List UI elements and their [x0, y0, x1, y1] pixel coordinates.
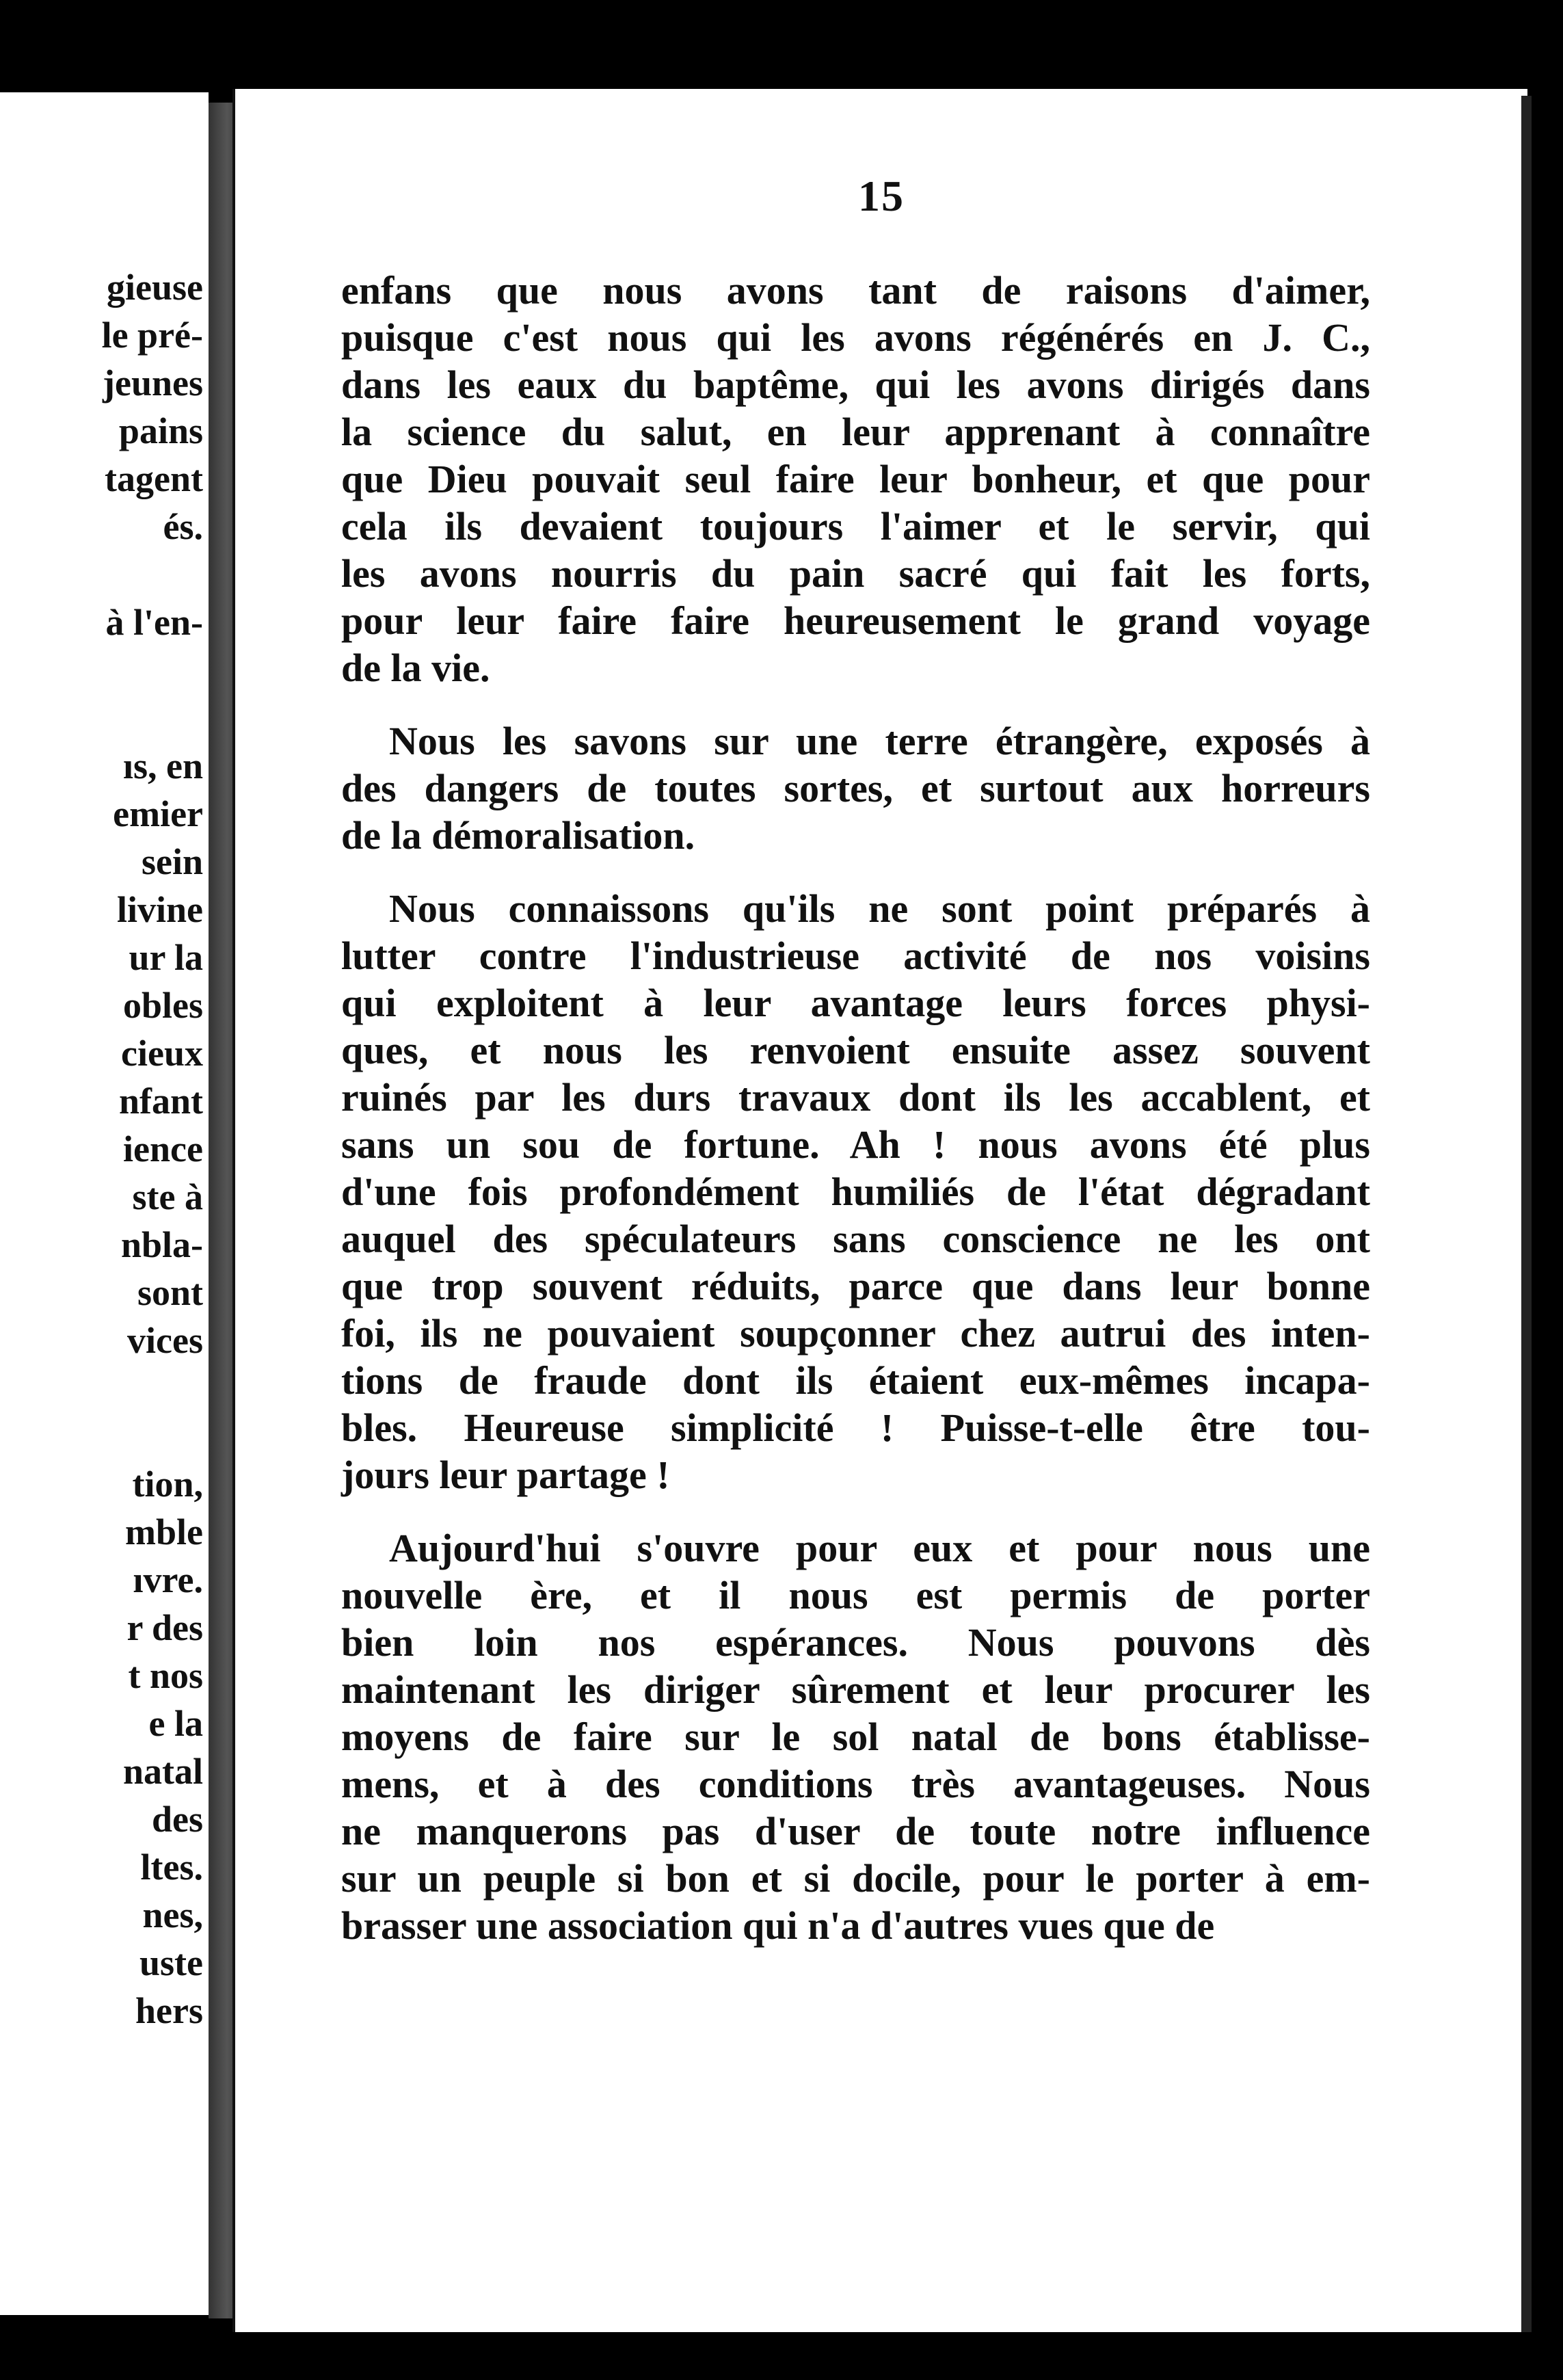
- body-text: [341, 267, 1370, 1975]
- text-line: nouvelle ère, et il nous est permis de porter: [341, 1573, 1370, 1617]
- text-line: que Dieu pouvait seul faire leur bonheur, et que pour: [341, 457, 1370, 501]
- text-line: tions de fraude dont ils étaient eux-mêmes incapa-: [341, 1358, 1370, 1403]
- text-line: lutter contre l'industrieuse activité de nos voisins: [341, 934, 1370, 978]
- paragraph: [341, 1524, 1370, 1949]
- text-line: ruinés par les durs travaux dont ils les accablent, et: [341, 1075, 1370, 1120]
- left-page-line: tion,: [132, 1464, 203, 1505]
- left-page-line: ltes.: [140, 1847, 203, 1888]
- paragraph: [341, 267, 1370, 691]
- text-line: sans un sou de fortune. Ah ! nous avons été plus: [341, 1122, 1370, 1167]
- left-page-line: mble: [125, 1511, 203, 1552]
- left-page-line: uste: [139, 1942, 203, 1983]
- left-page-fragment: [0, 92, 209, 2315]
- left-page-line: és.: [163, 506, 203, 547]
- left-page-line: hers: [135, 1990, 203, 2031]
- left-page-line: jeunes: [103, 362, 203, 404]
- left-page-line: gieuse: [107, 267, 203, 308]
- left-page-line: ıvre.: [133, 1559, 203, 1600]
- left-page-line: sont: [137, 1272, 203, 1313]
- text-line: Aujourd'hui s'ouvre pour eux et pour nous une: [389, 1526, 1370, 1570]
- left-page-line: ur la: [129, 937, 203, 978]
- text-line: des dangers de toutes sortes, et surtout aux horreurs: [341, 766, 1370, 810]
- text-line: les avons nourris du pain sacré qui fait les forts,: [341, 551, 1370, 596]
- text-line: ques, et nous les renvoient ensuite assez souvent: [341, 1028, 1370, 1072]
- text-line: bles. Heureuse simplicité ! Puisse-t-elle être tou-: [341, 1405, 1370, 1450]
- left-page-line: tagent: [105, 458, 203, 499]
- text-line: Nous connaissons qu'ils ne sont point préparés à: [389, 886, 1370, 931]
- text-line: puisque c'est nous qui les avons régénérés en J. C.,: [341, 315, 1370, 360]
- text-line: mens, et à des conditions très avantageuses. Nous: [341, 1762, 1370, 1806]
- page-edge: [1521, 96, 1532, 2332]
- left-page-line: ıs, en: [122, 745, 203, 786]
- left-page-line: des: [151, 1799, 203, 1840]
- text-line: jours leur partage !: [341, 1453, 670, 1497]
- text-line: Nous les savons sur une terre étrangère, exposés à: [389, 719, 1370, 763]
- text-line: qui exploitent à leur avantage leurs forces physi-: [341, 981, 1370, 1025]
- left-page-line: natal: [122, 1751, 203, 1792]
- text-line: brasser une association qui n'a d'autres vues que de: [341, 1903, 1215, 1948]
- text-line: foi, ils ne pouvaient soupçonner chez autrui des inten-: [341, 1311, 1370, 1356]
- right-page: [232, 89, 1527, 2332]
- text-line: bien loin nos espérances. Nous pouvons dès: [341, 1620, 1370, 1665]
- left-page-line: t nos: [128, 1655, 203, 1696]
- left-page-line: vices: [127, 1320, 203, 1361]
- text-line: dans les eaux du baptême, qui les avons dirigés dans: [341, 362, 1370, 407]
- paragraph: [341, 717, 1370, 859]
- text-line: enfans que nous avons tant de raisons d'aimer,: [341, 268, 1370, 313]
- page-number: 15: [858, 172, 905, 220]
- left-page-line: nbla-: [120, 1224, 203, 1265]
- text-line: maintenant les diriger sûrement et leur procurer les: [341, 1667, 1370, 1712]
- text-line: la science du salut, en leur apprenant à connaître: [341, 410, 1370, 454]
- left-page-line: pains: [118, 410, 203, 451]
- text-line: auquel des spéculateurs sans conscience ne les ont: [341, 1217, 1370, 1261]
- text-line: de la vie.: [341, 646, 490, 690]
- left-page-line: à l'en-: [105, 602, 203, 643]
- left-page-line: cieux: [121, 1033, 203, 1074]
- text-line: pour leur faire faire heureusement le grand voyage: [341, 598, 1370, 643]
- left-page-line: livine: [116, 889, 203, 930]
- left-page-line: sein: [141, 841, 203, 882]
- text-line: sur un peuple si bon et si docile, pour le porter à em-: [341, 1856, 1370, 1901]
- text-line: d'une fois profondément humiliés de l'état dégradant: [341, 1169, 1370, 1214]
- text-line: de la démoralisation.: [341, 813, 695, 858]
- left-page-line: r des: [126, 1607, 203, 1648]
- left-page-line: ste à: [132, 1176, 203, 1217]
- left-page-line: nfant: [118, 1081, 203, 1122]
- left-page-line: nes,: [142, 1894, 203, 1935]
- paragraph: [341, 885, 1370, 1498]
- left-page-line: obles: [122, 985, 203, 1026]
- left-page-line: ience: [123, 1128, 203, 1169]
- left-page-line: emier: [113, 793, 203, 834]
- text-line: cela ils devaient toujours l'aimer et le servir, qui: [341, 504, 1370, 548]
- text-line: ne manquerons pas d'user de toute notre influence: [341, 1809, 1370, 1853]
- left-page-line: e la: [148, 1703, 203, 1744]
- text-line: moyens de faire sur le sol natal de bons établisse-: [341, 1715, 1370, 1759]
- left-page-line: le pré-: [101, 315, 203, 356]
- text-line: que trop souvent réduits, parce que dans leur bonne: [341, 1264, 1370, 1308]
